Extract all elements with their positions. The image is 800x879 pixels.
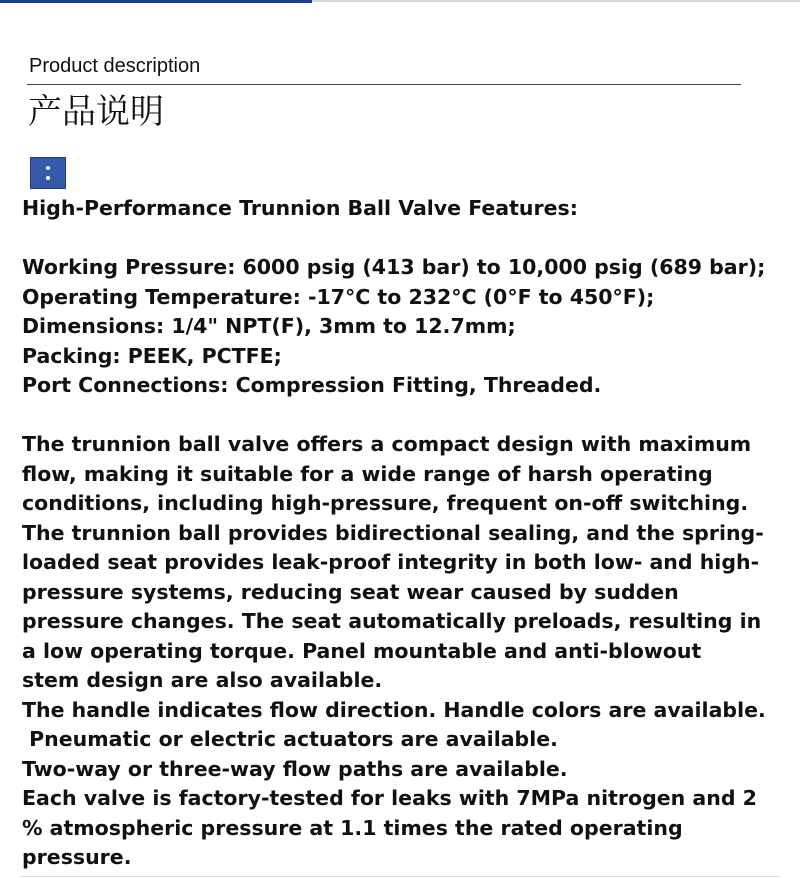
description-line: pressure systems, reducing seat wear caused by sudden xyxy=(22,579,679,604)
description-line: pressure changes. The seat automatically preloads, resulting in xyxy=(22,609,762,633)
description-line: loaded seat provides leak-proof integrity in both low- and high- xyxy=(22,550,760,574)
description-line: The handle indicates flow direction. Handle colors are available. xyxy=(22,697,766,722)
description-line: Each valve is factory-tested for leaks with 7MPa nitrogen and 2 xyxy=(22,786,757,810)
top-divider xyxy=(312,0,800,2)
bottom-divider xyxy=(20,876,780,877)
spec-line: Port Connections: Compression Fitting, Threaded. xyxy=(22,373,602,397)
spec-line: Packing: PEEK, PCTFE; xyxy=(22,343,282,368)
description-line: stem design are also available. xyxy=(22,668,383,692)
paragraph-spacer xyxy=(22,401,792,431)
description-line: The trunnion ball provides bidirectional sealing, and the spring- xyxy=(22,520,764,545)
section-title-chinese: 产品说明 xyxy=(28,92,164,132)
description-line: pressure. xyxy=(22,845,132,869)
description-line: Two-way or three-way flow paths are available. xyxy=(22,756,568,781)
spec-line: Operating Temperature: -17°C to 232°C (0°F to 450°F); xyxy=(22,284,655,309)
spec-line: Dimensions: 1/4" NPT(F), 3mm to 12.7mm; xyxy=(22,314,516,338)
paragraph-spacer xyxy=(22,224,792,254)
section-title-english: Product description xyxy=(29,55,201,77)
description-line: flow, making it suitable for a wide range of harsh operating xyxy=(22,461,713,486)
more-options-button[interactable] xyxy=(30,157,66,189)
vertical-ellipsis-icon xyxy=(46,176,50,180)
description-line: conditions, including high-pressure, frequent on-off switching. xyxy=(22,491,749,515)
top-accent-bar xyxy=(0,0,312,3)
spec-line: Working Pressure: 6000 psig (413 bar) to 10,000 psig (689 bar); xyxy=(22,255,766,279)
description-line: The trunnion ball valve offers a compact design with maximum xyxy=(22,432,752,456)
product-description-body xyxy=(22,194,792,873)
section-divider xyxy=(27,84,741,85)
features-heading: High-Performance Trunnion Ball Valve Features: xyxy=(22,196,578,220)
description-line: % atmospheric pressure at 1.1 times the rated operating xyxy=(22,815,683,840)
description-line: a low operating torque. Panel mountable and anti-blowout xyxy=(22,638,702,663)
description-line: Pneumatic or electric actuators are available. xyxy=(22,727,558,751)
vertical-ellipsis-icon xyxy=(46,166,50,170)
